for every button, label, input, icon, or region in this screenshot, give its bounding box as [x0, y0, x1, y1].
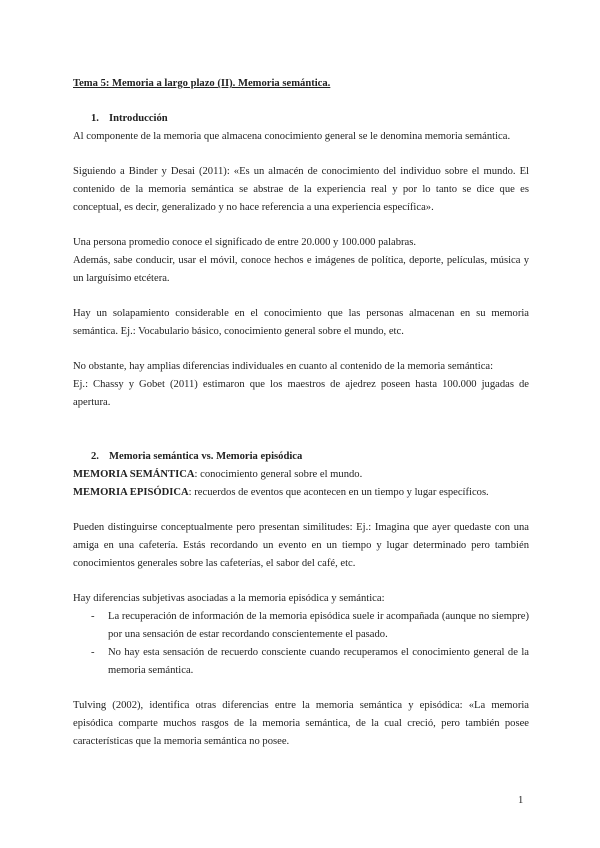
document-title: Tema 5: Memoria a largo plazo (II). Memoria semántica. [73, 78, 331, 89]
definition-semantic [73, 466, 529, 484]
paragraph: Tulving (2002), identifica otras diferencias entre la memoria semántica y episódica: «La memoria episódica comparte muchos rasgos de la memoria semántica, de la cual creció, pero también posee características que la memoria semántica no posee. [73, 700, 529, 747]
definition-term: MEMORIA SEMÁNTICA [73, 469, 195, 480]
section-heading-semantica-vs-episodica [73, 448, 529, 466]
paragraph: No obstante, hay amplias diferencias individuales en cuanto al contenido de la memoria semántica: [73, 361, 494, 372]
paragraph: Además, sabe conducir, usar el móvil, conoce hechos e imágenes de política, deporte, películas, música y un larguísimo etcétera. [73, 255, 529, 284]
definition-term: MEMORIA EPISÓDICA [73, 487, 189, 498]
paragraph: Siguiendo a Binder y Desai (2011): «Es un almacén de conocimiento del individuo sobre el mundo. El contenido de la memoria semántica se abstrae de la experiencia real y por lo tanto se dice que es conceptual, es decir, generalizado y no hace referencia a una experiencia específica». [73, 166, 529, 213]
paragraph: Hay diferencias subjetivas asociadas a la memoria episódica y semántica: [73, 593, 385, 604]
page-number: 1 [518, 795, 524, 806]
section-title: Memoria semántica vs. Memoria episódica [109, 451, 303, 462]
definition-text: : conocimiento general sobre el mundo. [194, 469, 363, 480]
paragraph: Hay un solapamiento considerable en el conocimiento que las personas almacenan en su memoria semántica. Ej.: Vocabulario básico, conocimiento general sobre el mundo, etc. [73, 308, 529, 337]
list-item: - La recuperación de información de la memoria episódica suele ir acompañada (aunque no siempre) por una sensación de estar recordando conscientemente el pasado. [73, 608, 529, 644]
section-title: Introducción [109, 113, 168, 124]
bullet-list [73, 608, 529, 680]
definition-episodic [73, 484, 529, 502]
paragraph: Una persona promedio conoce el significado de entre 20.000 y 100.000 palabras. [73, 237, 417, 248]
paragraph: Ej.: Chassy y Gobet (2011) estimaron que los maestros de ajedrez poseen hasta 100.000 jugadas de apertura. [73, 379, 529, 408]
section-number: 1. [91, 113, 99, 124]
section-number: 2. [91, 451, 99, 462]
paragraph: Al componente de la memoria que almacena conocimiento general se le denomina memoria semántica. [73, 131, 511, 142]
definition-text: : recuerdos de eventos que acontecen en un tiempo y lugar específicos. [188, 487, 489, 498]
page-content [73, 75, 529, 751]
paragraph: Pueden distinguirse conceptualmente pero presentan similitudes: Ej.: Imagina que ayer quedaste con una amiga en una cafetería. Estás recordando un evento en un tiempo y lugar determinado pero también conocimientos generales sobre las cafeterías, el sabor del café, etc. [73, 522, 529, 569]
section-heading-introduccion [73, 110, 529, 128]
list-item: - No hay esta sensación de recuerdo consciente cuando recuperamos el conocimiento general de la memoria semántica. [73, 644, 529, 680]
